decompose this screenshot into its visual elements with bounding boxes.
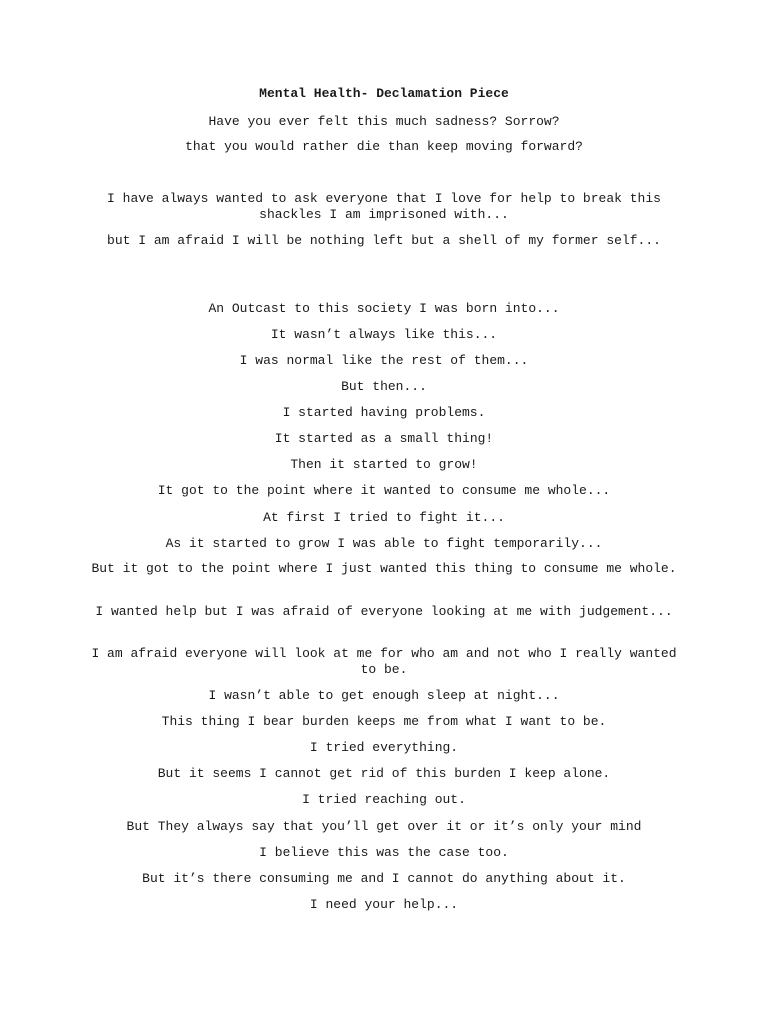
poem-line: I wanted help but I was afraid of everyone looking at me with judgement...: [95, 604, 673, 619]
poem-line: This thing I bear burden keeps me from what I want to be.: [161, 714, 607, 729]
poem-line: It started as a small thing!: [274, 431, 494, 446]
poem-line: I believe this was the case too.: [259, 845, 509, 860]
poem-line: But it’s there consuming me and I cannot do anything about it.: [142, 871, 626, 886]
poem-line: But it seems I cannot get rid of this burden I keep alone.: [157, 766, 611, 781]
poem-line: I need your help...: [309, 897, 459, 912]
poem-line: I am afraid everyone will look at me for who am and not who I really wanted to be.: [91, 646, 677, 677]
poem-line: But then...: [341, 379, 427, 394]
poem-line: But it got to the point where I just wanted this thing to consume me whole.: [91, 561, 677, 576]
poem-line: I wasn’t able to get enough sleep at night...: [208, 688, 560, 703]
poem-line: I have always wanted to ask everyone that I love for help to break this shackles I am imprisoned with...: [107, 191, 661, 222]
poem-line: I started having problems.: [282, 405, 486, 420]
poem-line: I tried reaching out.: [302, 792, 466, 807]
poem-line: I tried everything.: [309, 740, 459, 755]
poem-line: It wasn’t always like this...: [270, 327, 498, 342]
poem-line: An Outcast to this society I was born into...: [208, 301, 560, 316]
poem-line: Then it started to grow!: [290, 457, 478, 472]
poem-line: that you would rather die than keep moving forward?: [185, 139, 583, 154]
poem-line: At first I tried to fight it...: [263, 510, 505, 525]
poem-line: But They always say that you’ll get over it or it’s only your mind: [126, 819, 642, 834]
poem-line: It got to the point where it wanted to consume me whole...: [157, 483, 611, 498]
poem-line: As it started to grow I was able to fight temporarily...: [165, 536, 603, 551]
document-title: Mental Health- Declamation Piece: [259, 86, 509, 101]
poem-line: Have you ever felt this much sadness? Sorrow?: [208, 114, 560, 129]
poem-line: but I am afraid I will be nothing left but a shell of my former self...: [107, 233, 661, 248]
poem-line: I was normal like the rest of them...: [239, 353, 529, 368]
